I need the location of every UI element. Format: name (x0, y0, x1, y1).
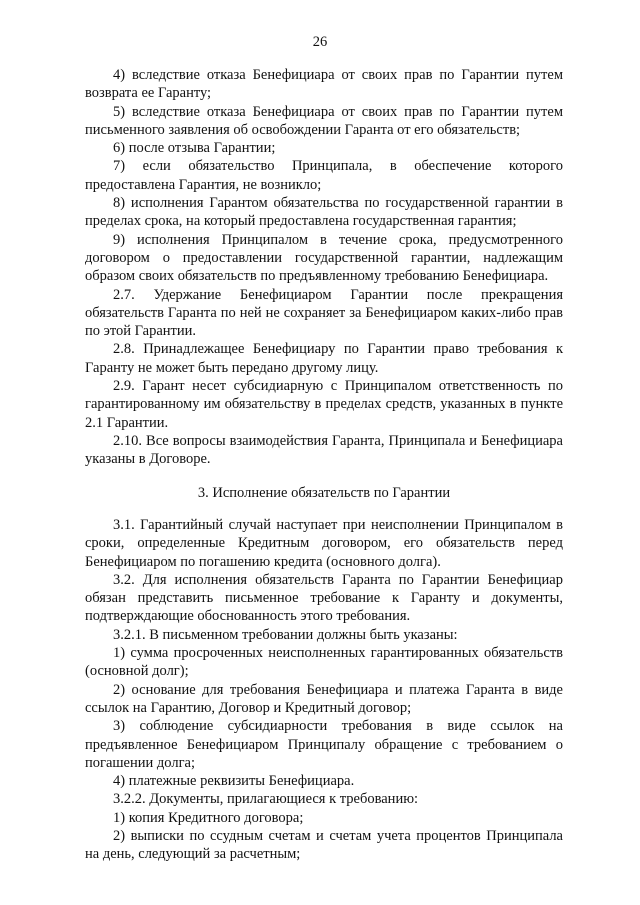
paragraph: 2.8. Принадлежащее Бенефициару по Гарантии право требования к Гаранту не может быть передано другому лицу. (85, 341, 563, 376)
paragraph: 3.2.1. В письменном требовании должны быть указаны: (113, 626, 458, 643)
paragraph: 2.10. Все вопросы взаимодействия Гаранта, Принципала и Бенефициара указаны в Договоре. (85, 432, 563, 468)
paragraph: 6) после отзыва Гарантии; (113, 140, 276, 157)
paragraph: 8) исполнения Гарантом обязательства по государственной гарантии в пределах срока, на который предоставлена государственная гарантия; (85, 195, 563, 230)
paragraph: 5) вследствие отказа Бенефициара от своих прав по Гарантии путем письменного заявления об освобождении Гаранта от его обязательств; (85, 103, 563, 138)
section-heading: 3. Исполнение обязательств по Гарантии (197, 485, 451, 501)
page-number: 26 (312, 34, 328, 50)
paragraph: 1) копия Кредитного договора; (113, 809, 304, 826)
paragraph: 3.2. Для исполнения обязательств Гаранта по Гарантии Бенефициар обязан представить письменное требование к Гаранту и документы, подтверждающие обоснованность этого требования. (85, 571, 563, 625)
paragraph: 9) исполнения Принципалом в течение срока, предусмотренного договором о предоставлении государственной гарантии, надлежащим образом своих обязательств по предъявленному требованию Бенефициара. (85, 231, 563, 285)
paragraph: 4) вследствие отказа Бенефициара от своих прав по Гарантии путем возврата ее Гаранту; (85, 67, 563, 102)
paragraph: 3.1. Гарантийный случай наступает при неисполнении Принципалом в сроки, определенные Кредитным договором, его обязательств перед Бенефициаром по погашению кредита (основного долга). (85, 517, 563, 570)
text-block-guarantee-execution (85, 516, 563, 864)
text-block-guarantee-termination (85, 66, 563, 469)
paragraph: 2.7. Удержание Бенефициаром Гарантии после прекращения обязательств Гаранта по ней не сохраняет за Бенефициаром каких-либо прав по этой Гарантии. (85, 286, 563, 340)
paragraph: 2) основание для требования Бенефициара и платежа Гаранта в виде ссылок на Гарантию, Договор и Кредитный договор; (85, 681, 563, 716)
paragraph: 7) если обязательство Принципала, в обеспечение которого предоставлена Гарантия, не возникло; (85, 158, 563, 193)
paragraph: 3.2.2. Документы, прилагающиеся к требованию: (113, 791, 419, 808)
paragraph: 2.9. Гарант несет субсидиарную с Принципалом ответственность по гарантированному им обязательству в пределах средств, указанных в пункте 2.1 Гарантии. (85, 378, 563, 431)
paragraph: 4) платежные реквизиты Бенефициара. (113, 773, 355, 790)
paragraph: 2) выписки по ссудным счетам и счетам учета процентов Принципала на день, следующий за расчетным; (85, 828, 563, 863)
paragraph: 1) сумма просроченных неисполненных гарантированных обязательств (основной долг); (85, 645, 563, 680)
paragraph: 3) соблюдение субсидиарности требования в виде ссылок на предъявленное Бенефициаром Принципалу обращение с требованием о погашении долга; (85, 718, 563, 771)
